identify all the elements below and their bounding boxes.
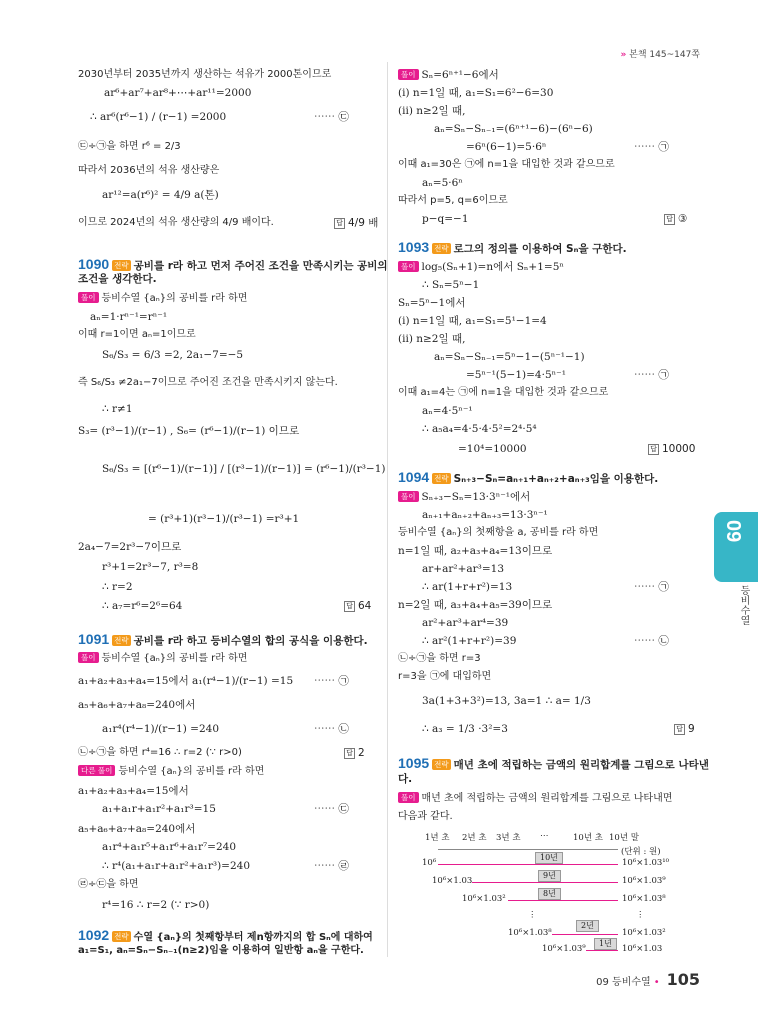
chapter-tab-label: 등비수열 — [738, 585, 749, 625]
problem-1093-header: 1093 전략 로그의 정의를 이용하여 Sₙ을 구한다. — [398, 239, 627, 255]
math-line: ar¹²=a(r⁶)² = 4/9 a(톤) — [102, 189, 219, 201]
problem-1090-header: 1090 전략 공비를 r라 하고 먼저 주어진 조건을 만족시키는 공비의 — [78, 256, 388, 272]
answer-icon: 답 — [664, 214, 675, 225]
timeline-axis — [438, 849, 618, 850]
answer: 답 9 — [674, 722, 695, 736]
math-line: ar⁶+ar⁷+ar⁸+⋯+ar¹¹=2000 — [104, 87, 252, 99]
answer: 답 2 — [344, 746, 365, 760]
arrow-icon: » — [620, 50, 627, 60]
text-line: 이므로 2024년의 석유 생산량의 4/9 배이다. — [78, 217, 274, 228]
page-footer: 09 등비수열 • 105 — [596, 970, 700, 989]
problem-1091-header: 1091 전략 공비를 r라 하고 등비수열의 합의 공식을 이용한다. — [78, 631, 368, 647]
text-line: 2030년부터 2035년까지 생산하는 석유가 2000톤이므로 — [78, 69, 332, 80]
math-line: ∴ ar⁶(r⁶−1) / (r−1) =2000 — [90, 111, 227, 123]
problem-1095-header: 1095 전략 매년 초에 적립하는 금액의 원리합계를 그림으로 나타낸 — [398, 755, 709, 771]
answer: 답 4/9 배 — [334, 216, 378, 230]
text-line: ㉢÷㉠을 하면 r⁶ = 2/3 — [78, 141, 181, 152]
answer: 답 10000 — [648, 442, 695, 456]
answer-icon: 답 — [334, 218, 345, 229]
page-number: 105 — [666, 970, 700, 989]
text-line: 따라서 2036년의 석유 생산량은 — [78, 165, 220, 176]
answer-icon: 답 — [674, 724, 685, 735]
answer-icon: 답 — [648, 444, 659, 455]
column-divider — [387, 62, 388, 957]
answer: 답 ③ — [664, 212, 687, 226]
answer: 답 64 — [344, 599, 371, 613]
answer-icon: 답 — [344, 748, 355, 759]
page-reference: » 본책 145~147쪽 — [620, 50, 700, 60]
chapter-tab-number: 09 — [722, 520, 744, 543]
equation-mark: ⋯⋯ ㉢ — [314, 111, 349, 123]
answer-icon: 답 — [344, 601, 355, 612]
problem-1094-header: 1094 전략 Sₙ₊₃−Sₙ=aₙ₊₁+aₙ₊₂+aₙ₊₃임을 이용한다. — [398, 469, 659, 485]
problem-1092-header: 1092 전략 수열 {aₙ}의 첫째항부터 제n항까지의 합 Sₙ에 대하여 — [78, 927, 373, 943]
